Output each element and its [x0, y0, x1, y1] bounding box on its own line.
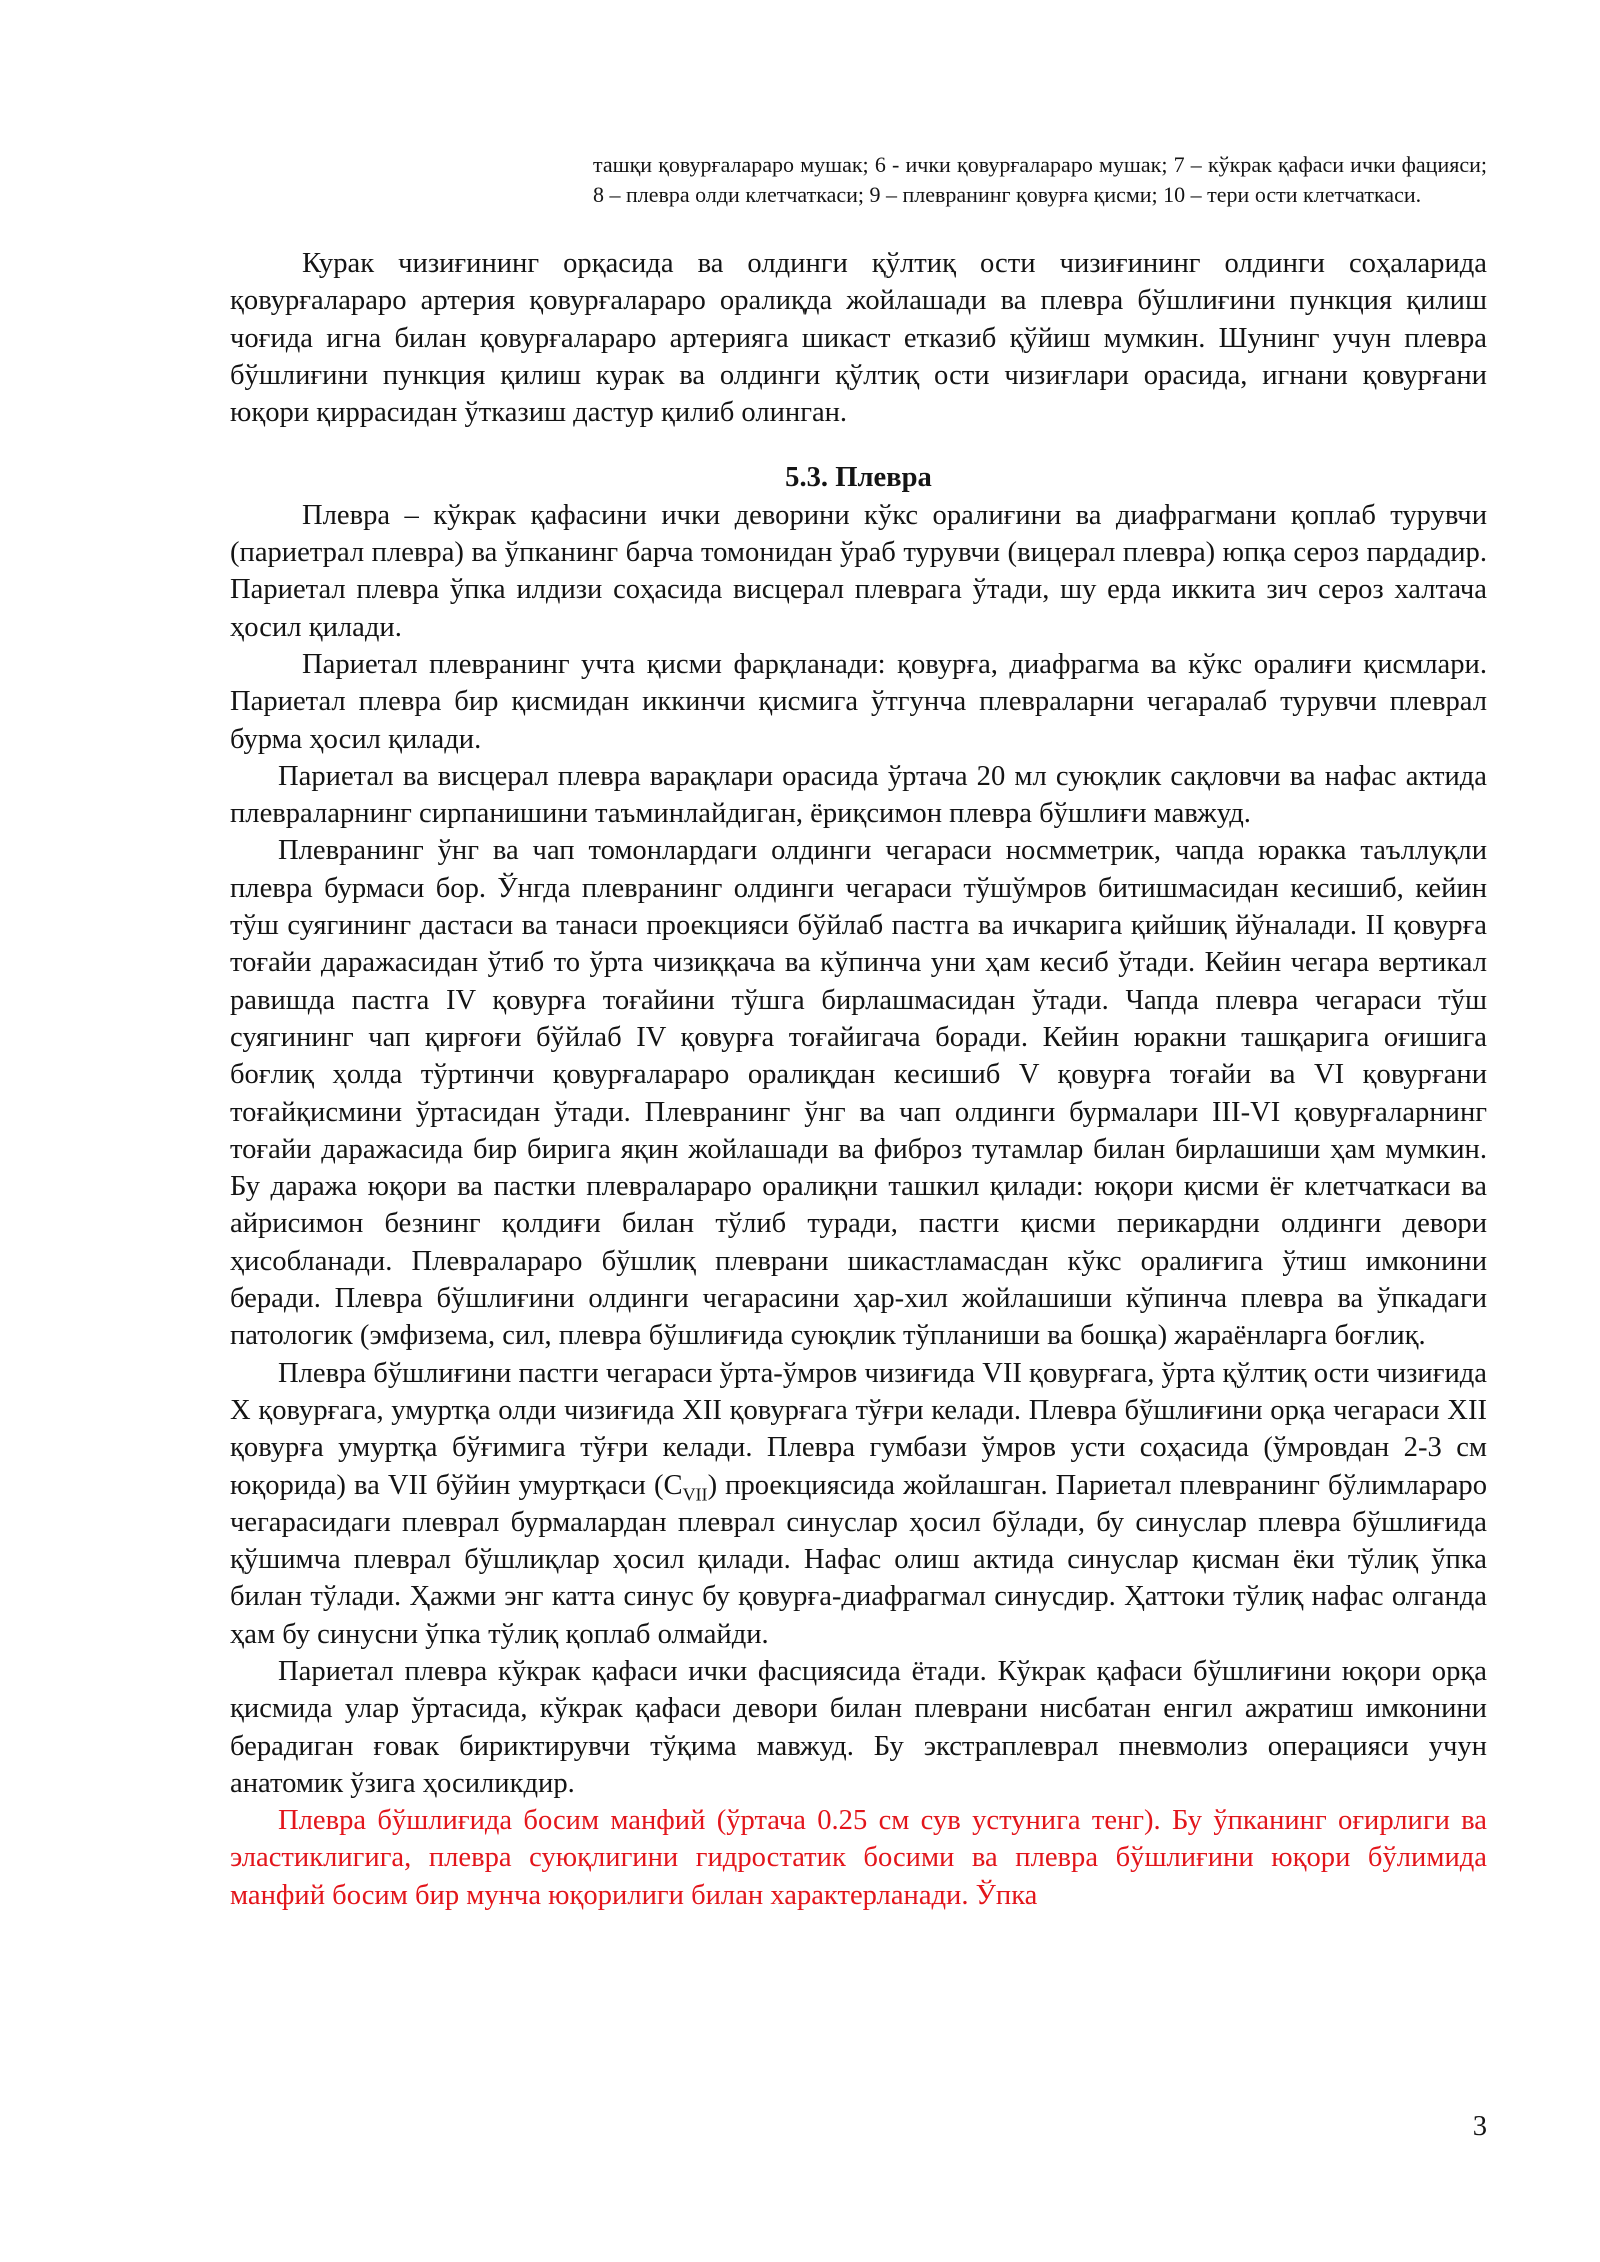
paragraph-lower-border [230, 1355, 1487, 1653]
lower-border-text: Плевра бўшлиғини пастги чегараси ўрта-ўмров чизиғида VII қовурғага, ўрта қўлтиқ ости чизиғида X қовурғага, умуртқа олди чизиғида XII қовурғага тўғри келади. Плевра бўшлиғини орқа чегараси XII қовурға умуртқа бўғимига тўғри келади. Плевра гумбази ўмров усти соҳасида (ўмровдан 2-3 см юқорида) ва VII бўйин умуртқаси (C [230, 1357, 1487, 1501]
vertebra-subscript: VII [682, 1484, 708, 1505]
page-number: 3 [1472, 2111, 1487, 2142]
paragraph-endothoracic-fascia: Париетал плевра кўкрак қафаси ички фасциясида ётади. Кўкрак қафаси бўшлиғини юқори орқа қисмида улар ўртасида, кўкрак қафаси девори билан плеврани нисбатан енгил ажратиш имконини берадиган ғовак бириктирувчи тўқима мавжуд. Бу экстраплеврал пневмолиз операцияси учун анатомик ўзига ҳосиликдир. [230, 1655, 1487, 1799]
paragraph-pleura-definition: Плевра – кўкрак қафасини ички деворини кўкс оралиғини ва диафрагмани қоплаб турувчи (париетрал плевра) ва ўпканинг барча томонидан ўраб турувчи (вицерал плевра) юпқа сероз пардадир. Париетал плевра ўпка илдизи соҳасида висцерал плеврага ўтади, шу ерда иккита зич сероз халтача ҳосил қилади. [230, 499, 1487, 643]
document-body [230, 245, 1487, 1914]
paragraph-intercostal-artery: Курак чизиғининг орқасида ва олдинги қўлтиқ ости чизиғининг олдинги соҳаларида қовурғалараро артерия қовурғалараро оралиқда жойлашади ва плевра бўшлиғини пункция қилиш чоғида игна билан қовурғалараро артерияга шикаст етказиб қўйиш мумкин. Шунинг учун плевра бўшлиғини пункция қилиш курак ва олдинги қўлтиқ ости чизиғлари орасида, игнани қовурғани юқори қиррасидан ўтказиш дастур қилиб олинган. [230, 248, 1487, 429]
lower-border-text-cont: ) проекциясида жойлашган. Париетал плевранинг бўлимлараро чегарасидаги плеврал бурмалардан плеврал синуслар ҳосил бўлади, бу синуслар плевра бўшлиғида қўшимча плеврал бўшлиқлар ҳосил қилади. Нафас олиш актида синуслар қисман ёки тўлиқ ўпка билан тўлади. Ҳажми энг катта синус бу қовурға-диафрагмал синусдир. Ҳаттоки тўлиқ нафас олганда ҳам бу синусни ўпка тўлиқ қоплаб олмайди. [230, 1469, 1488, 1650]
paragraph-pleural-cavity: Париетал ва висцерал плевра варақлари орасида ўртача 20 мл суюқлик сақловчи ва нафас актида плевраларнинг сирпанишини таъминлайдиган, ёриқсимон плевра бўшлиғи мавжуд. [230, 760, 1487, 830]
section-heading: 5.3. Плевра [785, 462, 932, 494]
figure-caption-continuation: ташқи қовурғалараро мушак; 6 - ички қовурғалараро мушак; 7 – кўкрак қафаси ички фацияси; 8 – плевра олди клетчаткаси; 9 – плевранинг қовурға қисми; 10 – тери ости клетчаткаси. [593, 152, 1487, 207]
paragraph-anterior-border: Плевранинг ўнг ва чап томонлардаги олдинги чегараси носмметрик, чапда юракка таъллуқли плевра бурмаси бор. Ўнгда плевранинг олдинги чегараси тўшўмров битишмасидан кесишиб, кейин тўш суягининг дастаси ва танаси проекцияси бўйлаб пастга ва ичкарига қийшиқ йўналади. II қовурға тоғайи даражасидан ўтиб то ўрта чизиққача ва кўпинча уни ҳам кесиб ўтади. Кейин чегара вертикал равишда пастга IV қовурға тоғайини тўшга бирлашмасидан ўтади. Чапда плевра чегараси тўш суягининг чап қирғоғи бўйлаб IV қовурға тоғайигача боради. Кейин юракни ташқарига оғишига боғлиқ ҳолда тўртинчи қовурғалараро оралиқдан кесишиб V қовурға тоғайи ва VI қовурғани тоғайқисмини ўртасидан ўтади. Плевранинг ўнг ва чап олдинги бурмалари III-VI қовурғаларнинг тоғайи даражасида бир бирига яқин жойлашади ва фиброз тутамлар билан бирлашиши ҳам мумкин. Бу даража юқори ва пастки плевралараро оралиқни ташкил қилади: юқори қисми ёғ клетчаткаси ва айрисимон безнинг қолдиғи билан тўлиб туради, пастги қисми перикардни олдинги девори ҳисобланади. Плевралараро бўшлиқ плеврани шикастламасдан кўкс оралиғига ўтиш имконини беради. Плевра бўшлиғини олдинги чегарасини ҳар-хил жойлашиши кўпинча плевра ва ўпкадаги патологик (эмфизема, сил, плевра бўшлиғида суюқлик тўпланиши ва бошқа) жараёнларга боғлиқ. [230, 835, 1487, 1352]
paragraph-parietal-parts: Париетал плевранинг учта қисми фарқланади: қовурға, диафрагма ва кўкс оралиғи қисмлари. Париетал плевра бир қисмидан иккинчи қисмига ўтгунча плевраларни чегаралаб турувчи плеврал бурма ҳосил қилади. [230, 648, 1487, 755]
paragraph-pleural-pressure: Плевра бўшлиғида босим манфий (ўртача 0.25 см сув устунига тенг). Бу ўпканинг оғирлиги ва эластиклигига, плевра суюқлигини гидростатик босими ва плевра бўшлиғини юқори бўлимида манфий босим бир мунча юқорилиги билан характерланади. Ўпка [230, 1805, 1487, 1911]
